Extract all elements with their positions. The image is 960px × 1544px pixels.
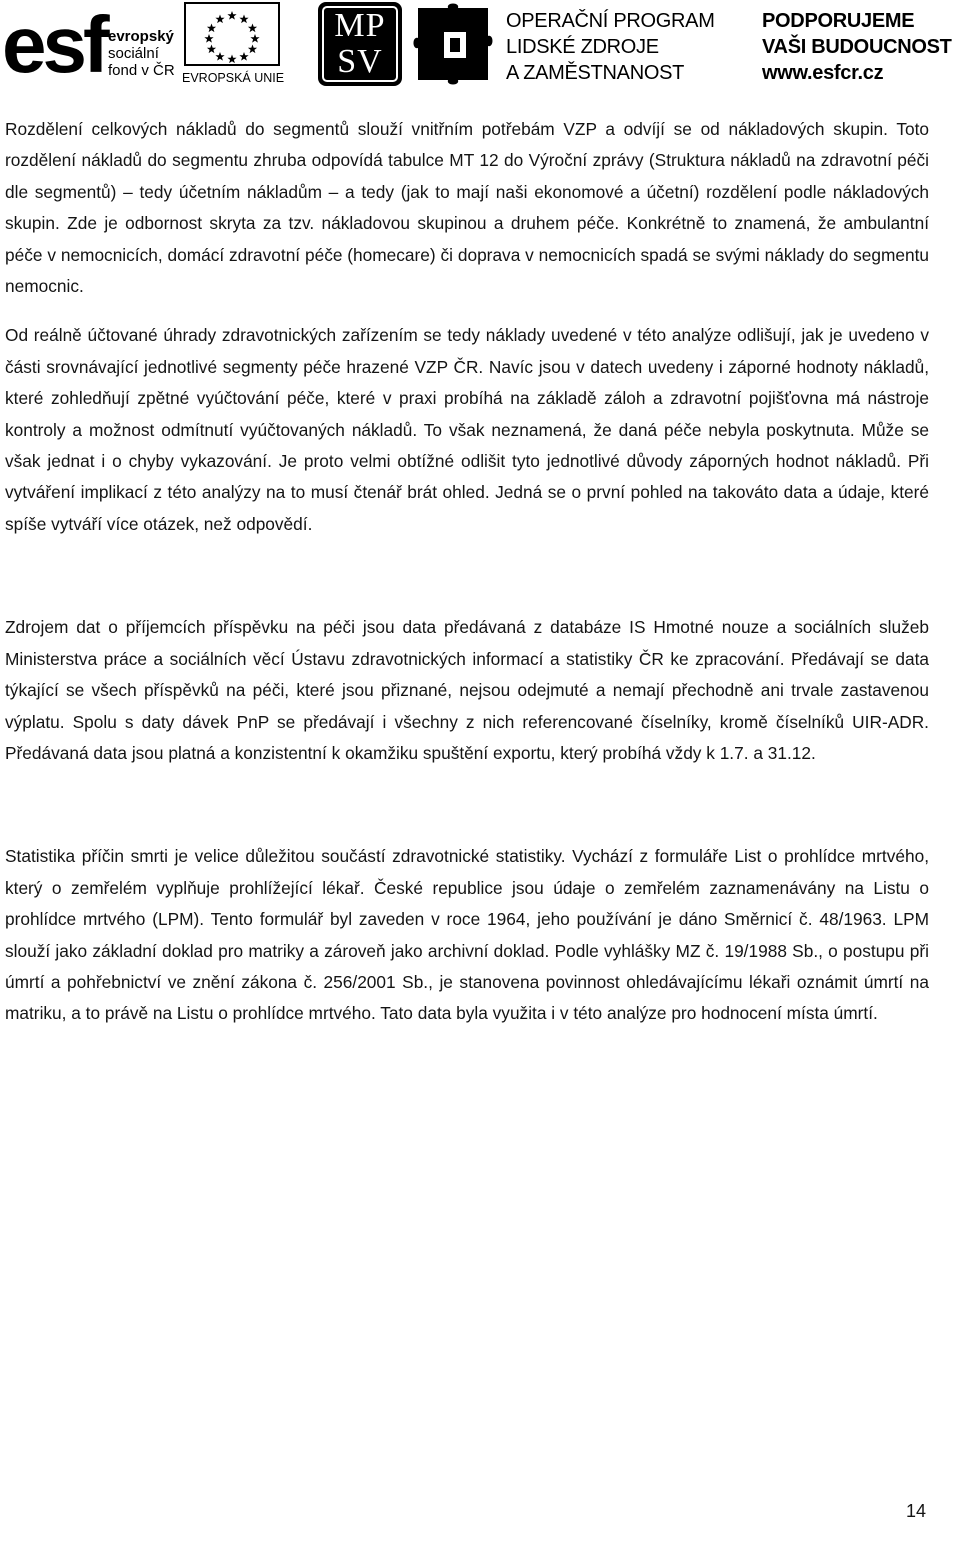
esf-logo-line-1: evropský — [108, 28, 174, 45]
mpsv-logo — [318, 2, 402, 86]
support-website-link[interactable]: www.esfcr.cz — [762, 62, 884, 84]
esf-logo-line-3: fond v ČR — [108, 62, 175, 79]
support-slogan — [762, 8, 952, 86]
esf-logo-line-2: sociální — [108, 45, 159, 62]
program-title-line-3: A ZAMĚSTNANOST — [506, 62, 685, 84]
esf-logo — [2, 2, 177, 88]
support-slogan-line-1: PODPORUJEME — [762, 10, 915, 32]
esf-logo-text — [108, 28, 175, 79]
mpsv-logo-bottom: SV — [337, 43, 383, 80]
eu-stars-icon — [186, 4, 278, 64]
program-title-line-1: OPERAČNÍ PROGRAM — [506, 10, 715, 32]
paragraph-death-statistics: Statistika příčin smrti je velice důležitou součástí zdravotnické statistiky. Vychází z formuláře List o prohlídce mrtvého, který o zemřelém vyplňuje prohlížející lékař. České republice jsou údaje o zemřelém zaznamenávány na Listu o prohlídce mrtvého (LPM). Tento formulář byl zaveden v roce 1964, jeho používání je dáno Směrnicí č. 48/1963. LPM slouží jako základní doklad pro matriky a zároveň jako archivní doklad. Podle vyhlášky MZ č. 19/1988 Sb., o postupu při úmrtí a pohřebnictví ve znění zákona č. 256/2001 Sb., je stanovena povinnost ohledávajícímu lékaři oznámit úmrtí na matriku, a to právě na Listu o prohlídce mrtvého. Tato data byla využita i v této analýze pro hodnocení místa úmrtí. — [5, 846, 929, 1024]
page-header — [0, 0, 960, 92]
paragraph-care-allowance-source: Zdrojem dat o příjemcích příspěvku na péči jsou data předávaná z databáze IS Hmotné nouze a sociálních služeb Ministerstva práce a sociálních věcí Ústavu zdravotnických informací a statistiky ČR ke zpracování. Předávají se data týkající se všech příspěvků na péči, které jsou přiznané, nejsou odejmuté a nemají přechodně ani trvale zastavenou výplatu. Spolu s daty dávek PnP se předávají i všechny z nich referencované číselníky, kromě číselníků UIR-ADR. Předávaná data jsou platná a konzistentní k okamžiku spuštění exportu, který probíhá vždy k 1.7. a 31.12. — [5, 617, 929, 763]
mpsv-logo-top: MP — [334, 7, 386, 44]
eu-logo — [182, 2, 284, 88]
page-number: 14 — [906, 1501, 927, 1521]
program-title-line-2: LIDSKÉ ZDROJE — [506, 36, 659, 58]
esf-logo-mark: esf — [2, 0, 106, 89]
puzzle-icon — [410, 2, 500, 86]
paragraph-cost-segments: Rozdělení celkových nákladů do segmentů slouží vnitřním potřebám VZP a odvíjí se od nákladových skupin. Toto rozdělení nákladů do segmentu zhruba odpovídá tabulce MT 12 do Výroční zprávy (Struktura nákladů na zdravotní péči dle segmentů) – tedy účetním nákladům – a tedy (jak to mají naši ekonomové a účetní) rozdělení podle nákladových skupin. Zde je odbornost skryta za tzv. nákladovou skupinou a druhem péče. Konkrétně to znamená, že ambulantní péče v nemocnicích, domácí zdravotní péče (homecare) či doprava v nemocnicích spadá se svými náklady do segmentu nemocnic. — [5, 119, 929, 297]
paragraph-cost-differences: Od reálně účtované úhrady zdravotnických zařízením se tedy náklady uvedené v této analýze odlišují, jak je uvedeno v části srovnávající jednotlivé segmenty péče hrazené VZP ČR. Navíc jsou v datech uvedeny i záporné hodnoty nákladů, které zohledňují zpětné vyúčtování péče, které v praxi probíhá na základě záloh a zdravotní pojišťovna má nástroje kontroly a možnost odmítnutí vyúčtovaných nákladů. To však neznamená, že daná péče nebyla poskytnuta. Může se však jednat i o chyby vykazování. Je proto velmi obtížné odlišit tyto jednotlivé důvody záporných hodnot nákladů. Při vytváření implikací z této analýzy na to musí čtenář brát ohled. Jedná se o první pohled na takováto data a údaje, které spíše vytváří více otázek, než odpovědí. — [5, 325, 929, 534]
eu-logo-label: EVROPSKÁ UNIE — [182, 71, 285, 85]
program-title — [506, 8, 715, 86]
support-slogan-line-2: VAŠI BUDOUCNOST — [762, 36, 952, 58]
document-body — [5, 114, 929, 1030]
eu-flag-icon — [184, 2, 280, 66]
